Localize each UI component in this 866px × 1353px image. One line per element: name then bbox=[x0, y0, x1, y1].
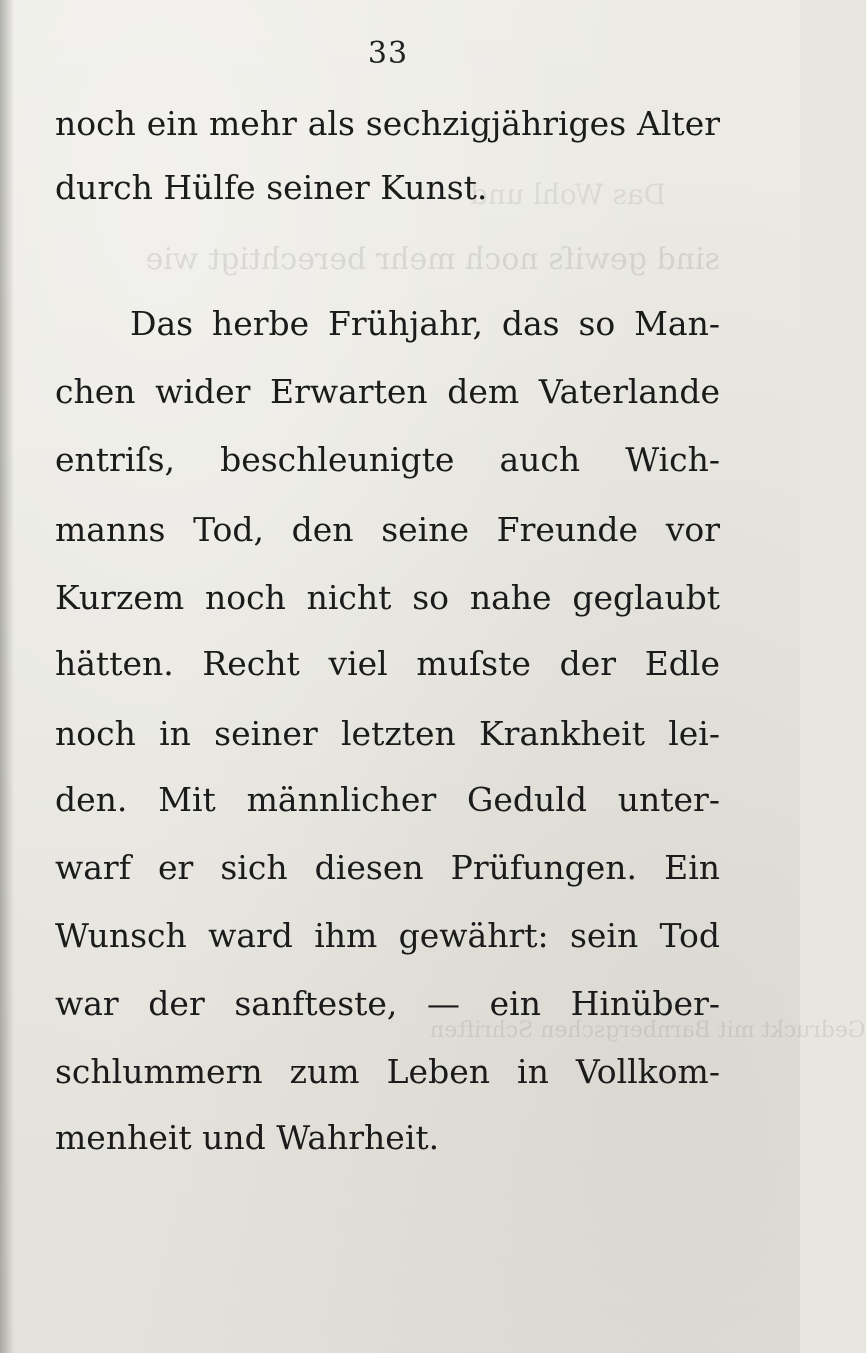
text-line: noch ein mehr als sechzigjähriges Alter bbox=[55, 104, 720, 143]
show-through-text: Gedruckt mit Barnbergschen Schriften bbox=[430, 1018, 866, 1043]
page-edge-shadow bbox=[0, 0, 14, 1353]
text-line: durch Hülfe seiner Kunst. bbox=[55, 168, 488, 207]
text-line: Kurzem noch nicht so nahe geglaubt bbox=[55, 578, 720, 617]
text-line: den. Mit männlicher Geduld unter- bbox=[55, 780, 720, 819]
text-line: chen wider Erwarten dem Vaterlande bbox=[55, 372, 720, 411]
page-number: 33 bbox=[367, 36, 409, 71]
text-line: noch in seiner letzten Krankheit lei- bbox=[55, 714, 720, 753]
show-through-text: sind gewiſs noch mehr berechtigt wie bbox=[145, 242, 720, 277]
text-line: Das herbe Frühjahr, das so Man- bbox=[130, 304, 720, 343]
text-line: entriſs, beschleunigte auch Wich- bbox=[55, 440, 720, 479]
text-line: Wunsch ward ihm gewährt: sein Tod bbox=[55, 916, 720, 955]
text-line: warf er sich diesen Prüfungen. Ein bbox=[55, 848, 720, 887]
text-line: menheit und Wahrheit. bbox=[55, 1118, 440, 1157]
text-line: manns Tod, den seine Freunde vor bbox=[55, 510, 720, 549]
text-line: hätten. Recht viel muſste der Edle bbox=[55, 644, 720, 683]
text-line: schlummern zum Leben in Vollkom- bbox=[55, 1052, 720, 1091]
text-line: war der sanfteste, — ein Hinüber- bbox=[55, 984, 720, 1023]
show-through-text: Das Wohl und bbox=[470, 178, 667, 211]
